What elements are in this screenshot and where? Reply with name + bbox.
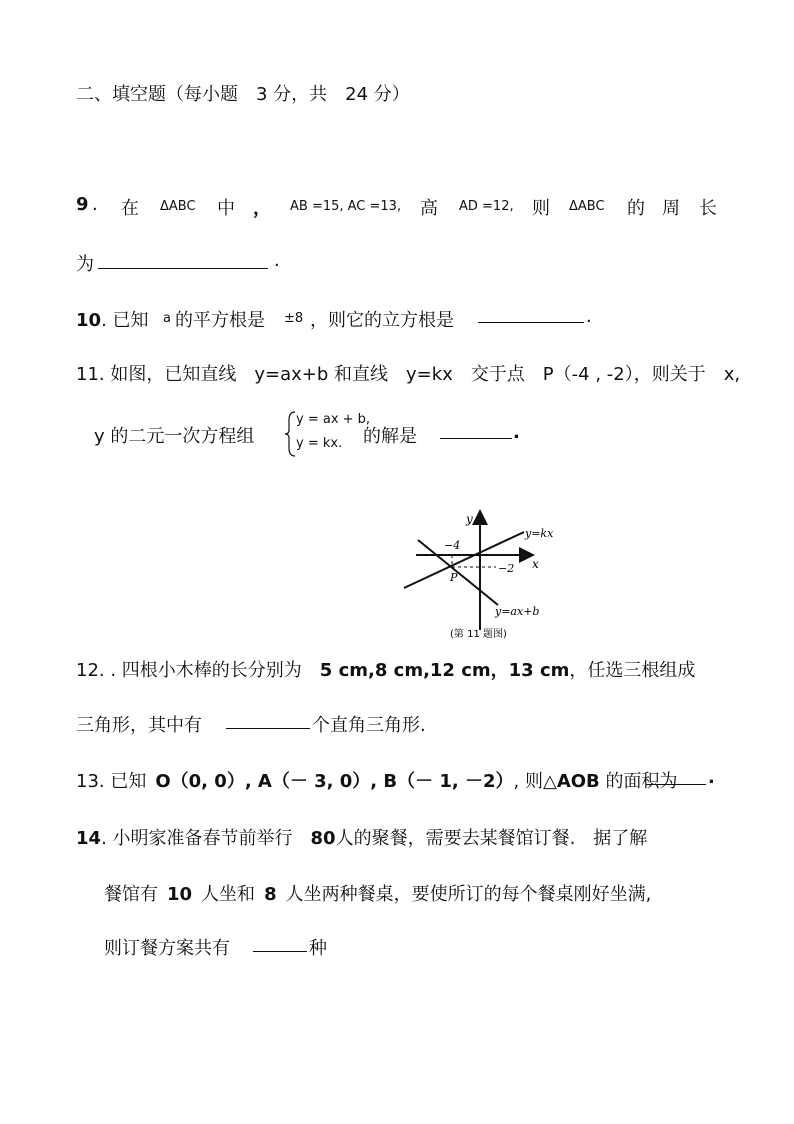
q9-ze: 则 xyxy=(532,198,550,219)
figure-caption: (第 11 题图) xyxy=(450,629,507,640)
q12-line1-a: 12. . 四根小木棒的长分别为 xyxy=(76,660,302,681)
q9-gao: 高 xyxy=(420,198,438,219)
q13-suffix: . xyxy=(708,767,715,788)
q9-triangle-abc-2: ΔABC xyxy=(569,199,605,214)
q14-line2-b: 人坐和 xyxy=(201,884,256,905)
q10-number: 10 xyxy=(76,310,102,331)
point-p-label: P xyxy=(450,571,458,584)
q11-equation-system xyxy=(283,410,371,458)
q13-text-a: 13. 已知 xyxy=(76,771,147,792)
q12-answer-blank xyxy=(226,712,310,729)
q14-n10: 10 xyxy=(167,884,193,905)
q13-points: O（0, 0）, A（－ 3, 0）, B（－ 1, －2） xyxy=(155,771,514,792)
q10-answer-blank xyxy=(478,306,584,323)
q9-dot: . xyxy=(92,194,98,215)
q14-line1-b: 人的聚餐，需要去某餐馆订餐. 据了解 xyxy=(335,828,648,849)
q10-suffix: . xyxy=(586,306,592,327)
q9-triangle-abc: ΔABC xyxy=(160,199,196,214)
minus2-label: −2 xyxy=(498,562,515,575)
q11-line1: 11. 如图，已知直线 y=ax+b 和直线 y=kx 交于点 P（-4 , -2），则关于 x, xyxy=(76,364,741,385)
q9-de: 的 xyxy=(627,198,645,219)
minus4-label: −4 xyxy=(444,539,461,552)
coordinate-graph xyxy=(396,505,556,645)
q14-n8: 8 xyxy=(264,884,277,905)
q14-line1-a: . 小明家准备春节前举行 xyxy=(101,828,293,849)
q9-ad: AD =12, xyxy=(459,199,514,214)
x-axis-label: x xyxy=(532,557,539,571)
q9-zhong: 中 xyxy=(217,198,235,219)
q9-zhou: 周 xyxy=(662,198,680,219)
q10-text-c: ，则它的立方根是 xyxy=(310,310,454,331)
q14-number: 14 xyxy=(76,828,102,849)
q11-equation-1: y = ax + b, xyxy=(296,412,371,427)
q11-line2-prefix: y 的二元一次方程组 xyxy=(94,426,255,447)
q11-equation-2: y = kx. xyxy=(296,436,343,451)
q14-n80: 80 xyxy=(310,828,336,849)
q9-number: 9 xyxy=(76,194,89,215)
q12-line2-a: 三角形，其中有 xyxy=(76,715,202,736)
q14-answer-blank xyxy=(253,935,307,952)
q11-answer-blank xyxy=(440,422,512,439)
q10-text-b: 的平方根是 xyxy=(175,310,265,331)
q9-comma: ， xyxy=(253,198,271,219)
q10-value: ±8 xyxy=(284,311,304,326)
q14-line3-a: 则订餐方案共有 xyxy=(104,938,230,959)
line-y-kx xyxy=(404,532,524,588)
q13-answer-blank xyxy=(646,768,706,785)
q13-text-c: , 则△ xyxy=(513,771,557,792)
section-title: 二、填空题（每小题 3 分，共 24 分） xyxy=(76,84,410,105)
q12-line1-c: ，任选三根组成 xyxy=(569,660,696,681)
q9-ab-ac: AB =15, AC =13, xyxy=(290,199,402,214)
q13-aob: AOB xyxy=(556,771,600,792)
q9-line2-suffix: . xyxy=(274,250,280,271)
q13-text-e: 的面积为 xyxy=(605,771,678,792)
q10-text-a: . 已知 xyxy=(101,310,149,331)
q9-answer-blank xyxy=(98,252,268,269)
q9-zai: 在 xyxy=(121,198,139,219)
q9-line2-prefix: 为 xyxy=(76,254,94,275)
left-brace-icon xyxy=(283,410,297,458)
q14-line2-a: 餐馆有 xyxy=(104,884,158,905)
q14-line2-c: 人坐两种餐桌，要使所订的每个餐桌刚好坐满, xyxy=(285,884,652,905)
q12-line2-b: 个直角三角形. xyxy=(312,715,426,736)
line-kx-label: y=kx xyxy=(525,527,554,540)
line-axb-label: y=ax+b xyxy=(495,605,540,618)
q11-suffix: . xyxy=(513,422,520,443)
y-axis-label: y xyxy=(466,512,473,526)
q11-figure xyxy=(396,505,556,645)
q11-line2-suffix: 的解是 xyxy=(363,426,417,447)
q10-var-a: a xyxy=(163,311,171,326)
q14-line3-b: 种 xyxy=(309,938,327,959)
q9-chang: 长 xyxy=(699,198,717,219)
q12-lengths: 5 cm,8 cm,12 cm，13 cm xyxy=(319,660,570,681)
